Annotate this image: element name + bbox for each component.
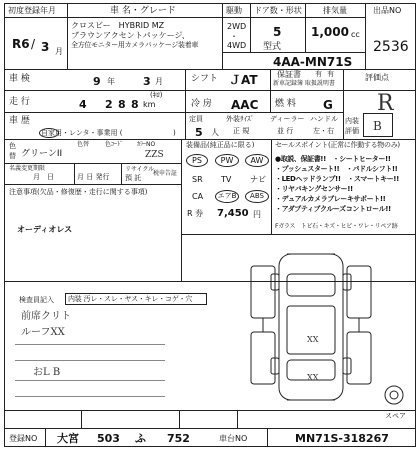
color-code: ZZS (145, 150, 164, 160)
interior-grade: B (373, 119, 382, 133)
model-name-line3: 全方位モニター用カメラパッケージ装着車 (71, 41, 199, 49)
equip-abs: ABS (245, 190, 269, 203)
reg-label: 登録NO (9, 434, 38, 443)
color-sub: 替 (9, 152, 16, 160)
warranty-label: 保証書 (277, 70, 301, 79)
mileage-digit: 2 (105, 98, 113, 111)
mileage-digit: 8 (131, 98, 139, 111)
damage-mark-rear: XX (307, 373, 319, 382)
handle-label: ハンドル (310, 115, 338, 123)
size-note: 正 規 (233, 127, 250, 135)
grid-line (67, 4, 68, 69)
drive-dot: ・ (230, 32, 238, 41)
grid-line (305, 4, 306, 52)
capacity-unit: 人 (211, 128, 219, 137)
grid-line (5, 90, 416, 91)
mileage-label: 走 行 (9, 97, 30, 107)
shift-label: シフト (191, 74, 219, 84)
grid-line (5, 410, 416, 411)
displacement-unit: cc (351, 30, 360, 39)
history-close: ) (173, 129, 176, 137)
grid-line (250, 4, 251, 52)
grid-line (5, 428, 416, 429)
first-reg-slash: / (31, 37, 36, 51)
equipment-label: 装備品(純正品に限る) (186, 141, 255, 149)
equip-airbag: エアB (215, 190, 239, 203)
inspector-note: 前席クリト (21, 311, 71, 322)
capacity-label: 定員 (189, 115, 203, 123)
door-shape-label: ドア数・形状 (254, 6, 302, 15)
inspector-note: おL B (33, 367, 61, 378)
grid-line (222, 4, 223, 69)
equip-tv: TV (221, 175, 232, 184)
color-no-label: 色替 (77, 141, 90, 148)
grid-line (5, 139, 416, 140)
size-label: 外装ｻｲｽﾞ (226, 115, 254, 123)
sales-point-line: ・アダプティブクルーズコントロール!! (275, 205, 391, 213)
grid-line (270, 69, 271, 112)
equip-ca: CA (192, 192, 204, 201)
equip-aw: AW (245, 154, 269, 167)
color-label: 色 (9, 142, 16, 150)
mileage-note: (ｷﾛ) (150, 91, 163, 99)
displacement-value: 1,000 (311, 25, 349, 39)
model-name-line2: ブラウンアクセントパッケージ、 (71, 31, 190, 40)
name-grade-label: 車 名・グレード (110, 6, 176, 16)
documents-date: 月 日 (33, 173, 54, 181)
warranty-mark-1: 有 (315, 70, 322, 78)
inspection-month-unit: 月 (155, 77, 163, 86)
first-reg-era: R6 (12, 37, 30, 51)
notes-label: 注意事項(欠品・修復歴・走行に関する事項) (9, 188, 148, 196)
grid-line (5, 112, 343, 113)
documents-issue: 月 日 発行 (77, 173, 110, 181)
reg-class: 503 (97, 432, 120, 445)
grid-line (343, 69, 344, 139)
sales-point-line: ・リヤバキングセンサー!! (275, 185, 353, 193)
dealer-value: 並 行 (277, 127, 294, 135)
sales-point-line: ・LEDヘッドランプ!! ・スマートキー!! (275, 175, 399, 183)
recycle-unit: 円 (253, 210, 261, 219)
note-line (15, 396, 165, 397)
inspector-legend: 内装 汚レ・スレ・ヤス・キレ・コゲ・穴 (68, 295, 193, 303)
warranty-sub: 新車記録簿 取扱説明書 (273, 80, 335, 87)
grid-line (74, 163, 75, 184)
displacement-label: 排気量 (323, 6, 347, 15)
history-label: 車 歴 (9, 116, 30, 126)
grid-line (179, 410, 180, 428)
documents-deposit: 預 託 (125, 174, 142, 182)
mileage-digit: 4 (79, 98, 87, 111)
model-type-label: 型式 (263, 42, 282, 52)
spare-label: スペア (385, 412, 406, 420)
color-code-label: ｶﾗｰNO (137, 141, 156, 148)
reg-kana: ふ (135, 432, 146, 445)
mileage-unit: km (143, 100, 156, 109)
handle-value: 左・右 (313, 127, 334, 135)
drive-4wd: 4WD (227, 41, 247, 50)
spare-tire-icon (383, 384, 405, 406)
equip-pw: PW (215, 154, 239, 167)
chassis-label: 車台NO (219, 434, 248, 443)
grid-line (237, 410, 238, 428)
ac-value: AAC (231, 98, 259, 112)
recycle-fee: 7,450 (217, 208, 249, 219)
lot-label: 出品NO (373, 6, 402, 15)
grid-line (267, 428, 268, 447)
interior-label: 内装 (345, 117, 359, 125)
grid-line (5, 69, 416, 70)
note-line (15, 344, 165, 345)
history-options: 自家用・レンタ・事業用 ( (41, 129, 123, 137)
grade-label: 評価点 (365, 73, 389, 82)
car-diagram-icon (249, 248, 373, 406)
grid-line (222, 52, 365, 53)
sales-point-line: ●取説、保証書!! ・シートヒーター!! (275, 155, 391, 163)
warranty-mark-2: 有 (327, 70, 334, 78)
inspector-label: 検査員記入 (19, 296, 54, 304)
equip-navi: ナビ (250, 175, 266, 184)
grid-line (45, 428, 46, 447)
lot-number: 2536 (373, 39, 409, 55)
drive-label: 駆動 (226, 6, 242, 15)
grid-line (271, 139, 272, 234)
fuel-label: 燃 料 (275, 99, 296, 109)
fuel-value: G (323, 98, 333, 112)
grid-line (181, 234, 416, 235)
grid-line (185, 69, 186, 139)
grid-line (121, 163, 122, 184)
documents-recycle: リサイクル (125, 166, 155, 173)
shift-value: ＪAT (229, 73, 258, 87)
sales-point-line: ・デュアルカメラブレーキサポート!! (275, 195, 386, 203)
documents-label: 名義変更期限 (9, 165, 46, 172)
door-count: 5 (273, 25, 282, 39)
first-reg-label: 初度登録年月 (8, 6, 56, 15)
sales-point-line: ・プッシュスタート!! ・パドルシフト!! (275, 165, 398, 173)
drive-2wd: 2WD (227, 22, 247, 31)
capacity-value: 5 (195, 126, 203, 139)
recycle-label: R 券 (187, 209, 204, 218)
documents-tax: 税申告証 (153, 170, 178, 177)
grid-line (5, 163, 181, 164)
reg-number: 752 (167, 432, 190, 445)
chassis-number: MN71S-318267 (295, 432, 389, 445)
color-no-small: 色ｺｰﾄﾞ (105, 141, 124, 148)
notes-text: オーディオレス (17, 225, 73, 234)
note-line (15, 360, 165, 361)
inspection-label: 車 検 (9, 74, 30, 84)
overall-grade: R (377, 91, 394, 116)
sales-points-label: セールスポイント(正常に作動する物のみ) (275, 141, 400, 149)
first-reg-month-unit: 月 (55, 47, 63, 56)
grid-line (5, 184, 181, 185)
reg-area: 大宮 (57, 432, 79, 445)
auction-sheet (4, 3, 416, 447)
inspector-note: ルーフXX (21, 327, 65, 338)
ac-label: 冷 房 (191, 99, 212, 109)
equip-ps: PS (186, 154, 208, 167)
inspection-year-unit: 年 (107, 77, 115, 86)
tire-row: Fガラス トビ石・キズ・ヒビ・ワレ・リペア跡 (275, 223, 398, 230)
damage-mark-front: XX (307, 335, 319, 344)
grid-line (5, 17, 365, 18)
model-type: 4AA-MN71S (273, 55, 353, 69)
grid-line (81, 410, 82, 428)
note-line (15, 380, 165, 381)
dealer-label: ディーラー (270, 115, 305, 123)
model-name-line1: クロスビー HYBRID MZ (71, 21, 165, 30)
interior-sub: 評価 (345, 127, 359, 135)
inspection-month: 3 (143, 75, 151, 88)
mileage-digit: 8 (118, 98, 126, 111)
inspection-year: 9 (93, 75, 101, 88)
grid-line (365, 4, 366, 69)
first-reg-month: 3 (41, 40, 50, 54)
grid-line (181, 139, 182, 281)
equip-sr: SR (192, 175, 203, 184)
color-value: グリーンII (21, 149, 63, 159)
